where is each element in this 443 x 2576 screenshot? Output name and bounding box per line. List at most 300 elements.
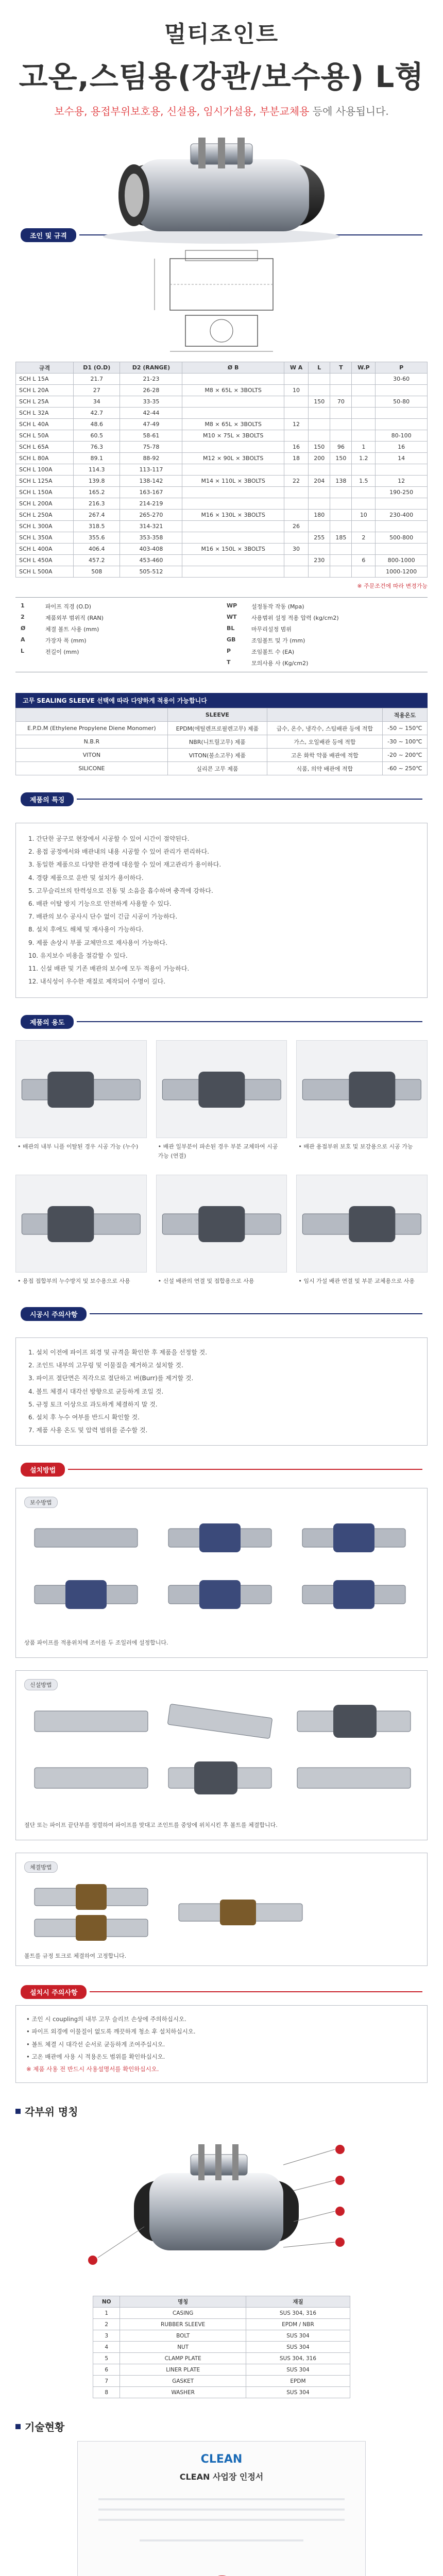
table-cell: SCH L 32A (16, 408, 74, 419)
clean-certificate (77, 2441, 366, 2576)
table-cell: -50 ~ 150℃ (382, 722, 427, 735)
table-row (93, 2387, 350, 2398)
table-cell: M16 × 130L × 3BOLTS (182, 510, 284, 521)
install-step-3-diagram (24, 1873, 419, 1945)
notes-section-header (0, 1984, 443, 2000)
table-cell: 200 (309, 453, 330, 464)
legend-key: A (21, 636, 25, 643)
legend-value: 조임볼트 수 (EA) (251, 649, 295, 655)
legend-key: WP (227, 602, 237, 609)
table-cell: 18 (284, 453, 308, 464)
table-cell: 508 (74, 566, 120, 578)
table-cell: 30-60 (376, 374, 428, 385)
legend-item (15, 601, 222, 612)
table-cell: 355.6 (74, 532, 120, 544)
table-cell (352, 385, 376, 396)
table-cell: SUS 304, 316 (246, 2308, 350, 2319)
sealing-header-cell (16, 708, 168, 722)
list-item: 12. 내식성이 우수한 재질로 제작되어 수명이 길다. (28, 978, 166, 986)
cautions-section-header (0, 1306, 443, 1322)
table-cell: M16 × 150L × 3BOLTS (182, 544, 284, 555)
table-cell: 505-512 (120, 566, 182, 578)
table-cell (376, 419, 428, 430)
table-cell (309, 487, 330, 498)
table-cell (182, 442, 284, 453)
list-item: 10. 유지보수 비용을 절감할 수 있다. (28, 952, 128, 959)
table-cell: M12 × 90L × 3BOLTS (182, 453, 284, 464)
spec-header-cell: T (330, 362, 352, 374)
legend-value: 설정동작 작동 (Mpa) (251, 603, 304, 610)
usage-card (15, 1175, 147, 1290)
cert-text-line (98, 2509, 345, 2511)
table-cell (330, 498, 352, 510)
table-cell: 33-35 (120, 396, 182, 408)
table-cell: 6 (352, 555, 376, 566)
table-cell (284, 510, 308, 521)
product-image (88, 133, 355, 252)
features-list (15, 823, 428, 998)
table-cell: 163-167 (120, 487, 182, 498)
table-cell: SCH L 250A (16, 510, 74, 521)
usage-image (156, 1175, 287, 1273)
usage-caption: • 임시 가설 배관 연결 및 부분 교체용으로 사용 (298, 1278, 415, 1285)
parts-figure (15, 2124, 428, 2289)
legend-key: 1 (21, 602, 25, 609)
table-cell: M8 × 65L × 3BOLTS (182, 419, 284, 430)
bullet-icon (15, 2109, 21, 2114)
table-cell (376, 498, 428, 510)
table-cell: 8 (93, 2387, 120, 2398)
list-item: 9. 제품 손상시 부품 교체만으로 재사용이 가능하다. (28, 939, 167, 946)
legend-key: Ø (21, 625, 26, 632)
features-section-header (0, 791, 443, 807)
sealing-header-cell: 적용온도 (382, 708, 427, 722)
coupling-illustration (88, 133, 355, 252)
legend-value: 조임볼트 및 가 (mm) (251, 637, 305, 644)
table-cell (330, 408, 352, 419)
table-cell (376, 385, 428, 396)
table-cell: 800-1000 (376, 555, 428, 566)
table-cell (284, 374, 308, 385)
spec-header-cell: Ø B (182, 362, 284, 374)
parts-table-body (93, 2308, 350, 2398)
table-cell (330, 555, 352, 566)
table-row (16, 544, 428, 555)
table-cell: 7 (93, 2376, 120, 2387)
list-item: • 조인 시 coupling의 내부 고무 슬리브 손상에 주의하십시오. (26, 2015, 186, 2023)
table-cell: 88-92 (120, 453, 182, 464)
spec-header-cell: D2 (RANGE) (120, 362, 182, 374)
divider (77, 799, 422, 800)
usage-image (15, 1040, 147, 1138)
table-cell (330, 419, 352, 430)
table-cell: 230-400 (376, 510, 428, 521)
table-cell: 10 (284, 385, 308, 396)
table-cell: SCH L 15A (16, 374, 74, 385)
parts-heading (15, 2104, 428, 2119)
legend-value: 가장자 폭 (mm) (45, 637, 87, 644)
table-cell: SUS 304 (246, 2342, 350, 2353)
table-cell: SCH L 450A (16, 555, 74, 566)
table-cell: 185 (330, 532, 352, 544)
notes-box (15, 2005, 428, 2083)
table-cell (182, 487, 284, 498)
legend-key: 2 (21, 614, 25, 620)
table-cell: SCH L 100A (16, 464, 74, 476)
table-row (16, 374, 428, 385)
table-cell: 4 (93, 2342, 120, 2353)
table-cell: SILICONE (16, 762, 168, 775)
table-cell: 실리콘 고무 제품 (167, 762, 267, 775)
table-cell (309, 408, 330, 419)
parts-table-header (93, 2296, 350, 2308)
usage-card (296, 1040, 428, 1164)
table-row (16, 464, 428, 476)
table-cell: 70 (330, 396, 352, 408)
table-cell (352, 521, 376, 532)
spec-drawing (0, 243, 443, 357)
install-steps (15, 1488, 428, 1966)
cert-text-line (98, 2519, 345, 2521)
table-cell: 204 (309, 476, 330, 487)
table-cell: 42-44 (120, 408, 182, 419)
table-row (16, 385, 428, 396)
legend-item (15, 646, 222, 657)
table-cell: 48.6 (74, 419, 120, 430)
table-cell: 27 (74, 385, 120, 396)
table-cell: EPDM (246, 2376, 350, 2387)
table-cell: 16 (284, 442, 308, 453)
notes-section-title: 설치시 주의사항 (21, 1985, 87, 1999)
table-cell: 403-408 (120, 544, 182, 555)
table-cell (309, 430, 330, 442)
table-cell (182, 464, 284, 476)
table-cell (352, 396, 376, 408)
table-cell (182, 408, 284, 419)
table-cell: 114.3 (74, 464, 120, 476)
table-cell: SUS 304 (246, 2387, 350, 2398)
table-cell: 3 (93, 2330, 120, 2342)
table-cell: 267.4 (74, 510, 120, 521)
table-cell (309, 374, 330, 385)
table-cell: 22 (284, 476, 308, 487)
table-cell: 139.8 (74, 476, 120, 487)
hero (0, 0, 443, 227)
clean-logo: CLEAN (200, 2453, 243, 2466)
table-cell: N.B.R (16, 735, 168, 749)
legend-value: 제품외부 범위직 (RAN) (45, 615, 104, 621)
table-cell: SCH L 50A (16, 430, 74, 442)
install-step-1-caption: 상품 파이프를 적용위치에 조이를 두 조일러에 설정합니다. (24, 1639, 168, 1647)
notes-red-line: ※ 제품 사용 전 반드시 사용설명서를 확인하십시오. (26, 2065, 159, 2073)
usage-caption: • 배관의 내부 니플 이탈된 경우 시공 가능 (누수) (18, 1143, 139, 1150)
table-row (16, 555, 428, 566)
table-cell (284, 396, 308, 408)
hero-title: 고온,스팀용(강관/보수용) L형 (19, 59, 424, 94)
install-section-header (0, 1461, 443, 1478)
usage-card (156, 1175, 287, 1290)
table-cell: 353-358 (120, 532, 182, 544)
table-cell: 16 (376, 442, 428, 453)
usage-image (296, 1175, 428, 1273)
table-row (93, 2353, 350, 2364)
table-cell (182, 521, 284, 532)
table-cell: WASHER (120, 2387, 246, 2398)
table-cell (284, 464, 308, 476)
list-item: • 고온 배관에 사용 시 적용온도 범위를 확인하십시오. (26, 2053, 165, 2060)
table-cell: SCH L 200A (16, 498, 74, 510)
table-cell: 급수, 온수, 냉각수, 스팀배관 등에 적합 (267, 722, 382, 735)
table-cell: 26 (284, 521, 308, 532)
table-cell (352, 374, 376, 385)
table-cell (352, 498, 376, 510)
table-cell: 1 (93, 2308, 120, 2319)
table-cell (330, 385, 352, 396)
table-cell (330, 521, 352, 532)
cautions-list (15, 1337, 428, 1446)
usage-image (15, 1175, 147, 1273)
table-cell: SCH L 500A (16, 566, 74, 578)
table-cell: 5 (93, 2353, 120, 2364)
table-cell: 60.5 (74, 430, 120, 442)
table-cell (330, 544, 352, 555)
install-step-2-tag: 신설방법 (24, 1679, 58, 1690)
legend-item (15, 623, 222, 635)
list-item: 1. 설치 이전에 파이프 외경 및 규격을 확인한 후 제품을 선정할 것. (28, 1349, 208, 1357)
table-cell: -30 ~ 100℃ (382, 735, 427, 749)
table-cell: SUS 304, 316 (246, 2353, 350, 2364)
table-cell: 58-61 (120, 430, 182, 442)
table-cell (352, 487, 376, 498)
table-cell: M14 × 110L × 3BOLTS (182, 476, 284, 487)
list-item: 3. 동일한 제품으로 다양한 관경에 대응할 수 있어 재고관리가 용이하다. (28, 861, 222, 869)
spec-note: ※ 주문조건에 따라 변경가능 (357, 583, 428, 589)
table-row (93, 2342, 350, 2353)
table-cell: 113-117 (120, 464, 182, 476)
divider (90, 1991, 422, 1992)
parts-table (93, 2296, 350, 2398)
spec-header-cell: L (309, 362, 330, 374)
table-row (93, 2308, 350, 2319)
table-cell: BOLT (120, 2330, 246, 2342)
legend-key: P (227, 648, 231, 654)
spec-header-cell: 규격 (16, 362, 74, 374)
table-row (16, 419, 428, 430)
table-cell: 42.7 (74, 408, 120, 419)
sealing-header-cell: SLEEVE (167, 708, 267, 722)
install-step-3-tag: 체결방법 (24, 1861, 58, 1873)
install-step-1-tag: 보수방법 (24, 1497, 58, 1508)
table-row (16, 510, 428, 521)
table-cell: 230 (309, 555, 330, 566)
table-cell: SCH L 40A (16, 419, 74, 430)
table-cell: M10 × 75L × 3BOLTS (182, 430, 284, 442)
legend-item (15, 657, 222, 669)
certs-heading (15, 2419, 428, 2434)
table-cell (352, 408, 376, 419)
table-cell: -20 ~ 200℃ (382, 749, 427, 762)
table-cell (284, 430, 308, 442)
list-item: 6. 설치 후 누수 여부를 반드시 확인할 것. (28, 1413, 140, 1421)
table-cell (330, 430, 352, 442)
table-cell: 21.7 (74, 374, 120, 385)
table-cell: 265-270 (120, 510, 182, 521)
table-cell: 96 (330, 442, 352, 453)
table-cell (284, 566, 308, 578)
table-cell: LINER PLATE (120, 2364, 246, 2376)
legend-key (21, 659, 38, 667)
table-row (16, 532, 428, 544)
install-step-3 (15, 1853, 428, 1966)
sealing-header-cell (267, 708, 382, 722)
table-cell (352, 566, 376, 578)
technical-drawing (0, 243, 443, 357)
table-row (16, 735, 428, 749)
table-cell (330, 566, 352, 578)
install-step-1 (15, 1488, 428, 1658)
legend-value: 체결 볼트 사용 (mm) (45, 626, 99, 633)
list-item: 3. 파이프 절단면은 직각으로 절단하고 버(Burr)를 제거할 것. (28, 1375, 194, 1382)
table-cell: NUT (120, 2342, 246, 2353)
legend-item (222, 601, 428, 612)
legend-key: L (21, 648, 25, 654)
table-cell (309, 566, 330, 578)
table-cell: 255 (309, 532, 330, 544)
legend-value: 전길이 (mm) (45, 649, 79, 655)
table-cell (376, 544, 428, 555)
usage-caption: • 신설 배관의 연결 및 접합용으로 사용 (158, 1278, 254, 1285)
list-item: 4. 경량 제품으로 운반 및 설치가 용이하다. (28, 874, 144, 882)
usage-caption: • 용접 접합부의 누수방지 및 보수용으로 사용 (18, 1278, 130, 1285)
usage-image (156, 1040, 287, 1138)
table-cell: 2 (93, 2319, 120, 2330)
usage-section-header (0, 1013, 443, 1030)
legend-item (222, 646, 428, 657)
table-cell: 150 (330, 453, 352, 464)
legend-key: BL (227, 625, 235, 632)
legend-item (222, 635, 428, 646)
table-cell: SCH L 20A (16, 385, 74, 396)
list-item: 7. 제품 사용 온도 및 압력 범위를 준수할 것. (28, 1427, 148, 1434)
table-row (16, 521, 428, 532)
table-cell (330, 487, 352, 498)
table-cell (352, 430, 376, 442)
table-cell: RUBBER SLEEVE (120, 2319, 246, 2330)
usage-image (296, 1040, 428, 1138)
install-step-1-diagram (24, 1508, 419, 1632)
table-cell (182, 396, 284, 408)
table-cell: SCH L 65A (16, 442, 74, 453)
sealing-table-header (16, 708, 428, 722)
spec-section-title: 조인 및 규격 (21, 228, 76, 242)
legend-value: 마무리설정 범위 (251, 626, 292, 633)
parts-header-cell: 명칭 (120, 2296, 246, 2308)
cert-text-line (98, 2498, 345, 2500)
table-row (93, 2330, 350, 2342)
usage-caption: • 배관 일부분이 파손된 경우 부분 교체하여 시공 가능 (연결) (158, 1143, 278, 1159)
table-cell: VITON(불소고무) 제품 (167, 749, 267, 762)
table-cell: 138 (330, 476, 352, 487)
table-cell: 314-321 (120, 521, 182, 532)
table-row (16, 566, 428, 578)
spec-header-cell: W.P (352, 362, 376, 374)
table-cell: NBR(니트릴고무) 제품 (167, 735, 267, 749)
table-cell: -60 ~ 250℃ (382, 762, 427, 775)
usage-card (296, 1175, 428, 1290)
usage-caption: • 배관 용접부위 보호 및 보강용으로 시공 가능 (298, 1143, 413, 1150)
certs-title: 기술현황 (25, 2421, 65, 2434)
clean-cert-title: CLEAN 사업장 인정서 (179, 2472, 264, 2482)
divider (68, 1469, 422, 1470)
bullet-icon (15, 2424, 21, 2429)
install-section-title: 설치방법 (21, 1463, 65, 1477)
hero-subtitle: 멀티조인트 (164, 21, 279, 47)
table-cell: CASING (120, 2308, 246, 2319)
table-cell: VITON (16, 749, 168, 762)
table-cell: 21-23 (120, 374, 182, 385)
table-cell (284, 408, 308, 419)
table-cell: SCH L 150A (16, 487, 74, 498)
legend-item (222, 657, 428, 669)
spec-table (15, 362, 428, 578)
table-cell: SCH L 400A (16, 544, 74, 555)
table-cell: SCH L 25A (16, 396, 74, 408)
parts-title: 각부위 명칭 (25, 2106, 78, 2119)
list-item: 2. 조인트 내부의 고무링 및 이물질을 제거하고 설치할 것. (28, 1362, 183, 1369)
table-row (16, 453, 428, 464)
table-cell: GASKET (120, 2376, 246, 2387)
table-cell: E.P.D.M (Ethylene Propylene Diene Monomer) (16, 722, 168, 735)
legend-item (222, 612, 428, 623)
table-cell (182, 532, 284, 544)
table-cell (330, 464, 352, 476)
table-cell: 80-100 (376, 430, 428, 442)
hero-desc-tail: 등에 사용됩니다. (309, 105, 389, 117)
table-cell: SUS 304 (246, 2330, 350, 2342)
spec-header-cell: D1 (O.D) (74, 362, 120, 374)
legend-value: 파이프 직경 (O.D) (45, 603, 91, 610)
table-cell (352, 464, 376, 476)
table-cell: 190-250 (376, 487, 428, 498)
install-step-2-caption: 절단 또는 파이프 끝단부를 정렬하여 파이프를 맞대고 조인트를 중앙에 위치시킨 후 볼트를 체결합니다. (24, 1822, 278, 1829)
table-row (16, 749, 428, 762)
table-cell: 47-49 (120, 419, 182, 430)
legend-item (222, 623, 428, 635)
hero-desc (0, 103, 443, 118)
table-row (16, 722, 428, 735)
table-cell (309, 419, 330, 430)
notes-list (26, 2013, 417, 2063)
table-cell: 14 (376, 453, 428, 464)
usage-grid (15, 1040, 428, 1290)
table-row (93, 2376, 350, 2387)
list-item: 11. 신설 배관 및 기존 배관의 보수에 모두 적용이 가능하다. (28, 964, 190, 972)
table-cell: SUS 304 (246, 2364, 350, 2376)
table-cell: 318.5 (74, 521, 120, 532)
table-cell (284, 487, 308, 498)
table-cell: 453-460 (120, 555, 182, 566)
list-item: 6. 배관 이탈 방지 기능으로 안전하게 사용할 수 있다. (28, 900, 172, 907)
table-cell (284, 555, 308, 566)
table-cell (376, 521, 428, 532)
table-cell (309, 498, 330, 510)
certificates (15, 2441, 428, 2576)
table-cell: 고온 화학 약품 배관에 적합 (267, 749, 382, 762)
table-row (16, 762, 428, 775)
table-cell (330, 374, 352, 385)
spec-header-cell: P (376, 362, 428, 374)
table-cell: 216.3 (74, 498, 120, 510)
